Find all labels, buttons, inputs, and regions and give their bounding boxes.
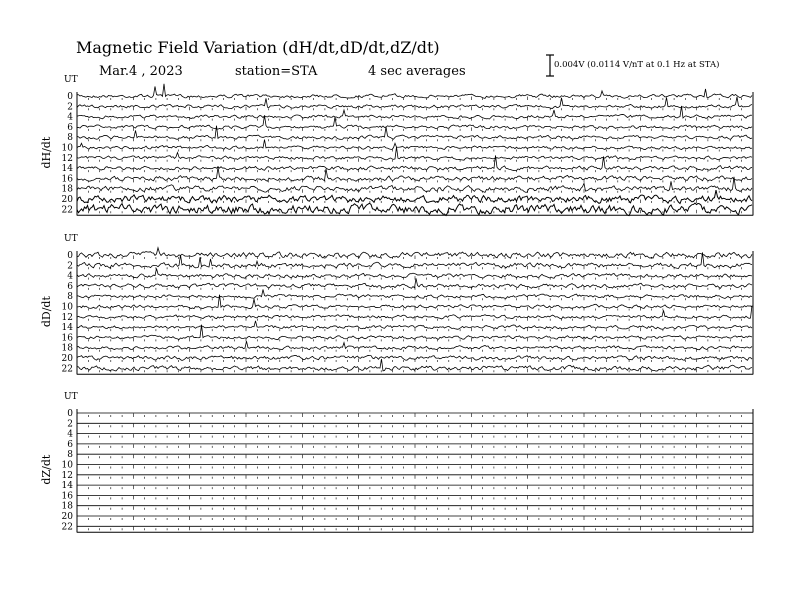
row-label: 18 — [61, 501, 73, 512]
row-label: 14 — [61, 164, 73, 175]
trace-row-14 — [77, 321, 752, 330]
row-ticks — [77, 506, 753, 510]
row-label: 18 — [61, 184, 73, 195]
row-ticks — [77, 434, 753, 438]
row-label: 10 — [61, 460, 73, 471]
row-ticks — [77, 496, 753, 500]
row-label: 6 — [67, 122, 73, 133]
row-label: 14 — [61, 481, 73, 492]
row-label: 18 — [61, 343, 73, 354]
ut-label: UT — [64, 392, 78, 402]
panel-ylabel: dZ/dt — [40, 454, 53, 485]
row-ticks — [77, 517, 753, 521]
row-ticks — [77, 158, 753, 162]
row-ticks — [77, 107, 753, 111]
chart-title: Magnetic Field Variation (dH/dt,dD/dt,dZ/dt) — [76, 38, 440, 57]
trace-row-4 — [77, 269, 752, 279]
scale-label: 0.004V (0.0114 V/nT at 0.1 Hz at STA) — [554, 60, 720, 70]
row-ticks — [77, 127, 753, 130]
trace-row-22 — [77, 203, 752, 216]
row-label: 12 — [61, 153, 73, 164]
row-ticks — [77, 328, 753, 332]
row-label: 16 — [61, 174, 73, 185]
row-label: 14 — [61, 323, 73, 334]
trace-row-18 — [77, 341, 752, 350]
row-ticks — [77, 169, 753, 173]
row-label: 4 — [67, 271, 73, 282]
row-label: 16 — [61, 333, 73, 344]
row-label: 0 — [67, 92, 73, 102]
row-label: 0 — [67, 409, 73, 419]
row-label: 2 — [67, 419, 73, 430]
row-label: 4 — [67, 112, 73, 123]
panel-ylabel: dH/dt — [40, 136, 53, 169]
row-ticks — [77, 465, 753, 469]
scale-bar — [546, 55, 554, 76]
date-label: Mar.4 , 2023 — [99, 64, 183, 79]
row-label: 6 — [67, 281, 73, 292]
row-ticks — [77, 527, 753, 531]
row-label: 8 — [67, 450, 73, 461]
trace-row-10 — [77, 295, 752, 309]
row-ticks — [77, 317, 753, 321]
trace-row-20 — [77, 355, 752, 360]
trace-row-0 — [77, 248, 752, 258]
row-label: 2 — [67, 102, 73, 113]
row-label: 22 — [61, 205, 73, 216]
row-label: 4 — [67, 429, 73, 440]
row-ticks — [77, 455, 753, 459]
row-label: 8 — [67, 133, 73, 144]
row-ticks — [77, 97, 753, 101]
row-ticks — [77, 179, 753, 183]
row-ticks — [77, 414, 753, 418]
trace-row-8 — [77, 290, 752, 299]
ut-label: UT — [64, 75, 78, 85]
row-label: 22 — [61, 522, 73, 533]
panel-ylabel: dD/dt — [40, 296, 53, 328]
station-label: station=STA — [235, 64, 318, 79]
row-label: 2 — [67, 261, 73, 272]
row-label: 10 — [61, 302, 73, 313]
row-ticks — [77, 348, 753, 352]
row-label: 16 — [61, 491, 73, 502]
trace-row-2 — [77, 252, 752, 268]
averaging-label: 4 sec averages — [368, 64, 466, 79]
row-ticks — [77, 424, 753, 428]
ut-label: UT — [64, 234, 78, 244]
row-label: 20 — [61, 354, 73, 364]
row-label: 12 — [61, 312, 73, 323]
row-label: 20 — [61, 195, 73, 205]
row-ticks — [77, 475, 753, 479]
panel-0 — [40, 75, 753, 216]
row-label: 0 — [67, 251, 73, 261]
row-label: 8 — [67, 292, 73, 303]
trace-row-0 — [77, 84, 752, 99]
panel-2 — [40, 392, 753, 532]
row-ticks — [77, 444, 753, 448]
row-label: 6 — [67, 439, 73, 450]
row-label: 10 — [61, 143, 73, 154]
panel-1 — [40, 234, 753, 374]
trace-row-16 — [77, 167, 752, 181]
row-label: 22 — [61, 364, 73, 375]
trace-row-12 — [77, 147, 752, 160]
row-label: 12 — [61, 470, 73, 481]
row-label: 20 — [61, 512, 73, 522]
row-ticks — [77, 486, 753, 490]
row-ticks — [77, 148, 753, 152]
trace-row-6 — [77, 278, 752, 288]
